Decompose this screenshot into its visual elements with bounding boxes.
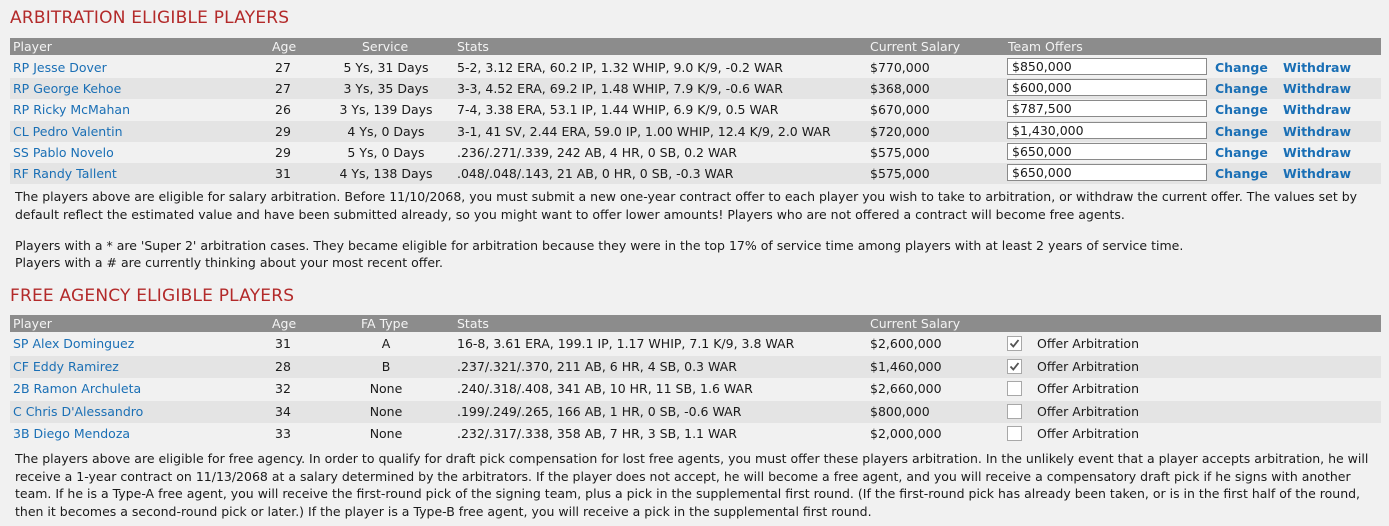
team-offer-input[interactable] — [1007, 164, 1207, 181]
player-age: 31 — [275, 336, 291, 351]
free-agency-section-title: FREE AGENCY ELIGIBLE PLAYERS — [10, 286, 295, 306]
offer-arbitration-label[interactable]: Offer Arbitration — [1037, 336, 1139, 351]
offer-arbitration-label[interactable]: Offer Arbitration — [1037, 426, 1139, 442]
offer-arbitration-checkbox[interactable] — [1007, 359, 1022, 374]
header-age: Age — [272, 39, 297, 54]
player-age: 29 — [275, 123, 291, 139]
table-row — [10, 57, 1381, 78]
player-stats: .236/.271/.339, 242 AB, 4 HR, 0 SB, 0.2 WAR — [457, 144, 737, 160]
withdraw-offer-button[interactable]: Withdraw — [1283, 81, 1352, 97]
player-stats: 7-4, 3.38 ERA, 53.1 IP, 1.44 WHIP, 6.9 K/9, 0.5 WAR — [457, 102, 779, 118]
player-age: 33 — [275, 426, 291, 442]
player-current-salary: $368,000 — [870, 81, 930, 97]
player-current-salary: $800,000 — [870, 403, 930, 419]
player-age: 28 — [275, 358, 291, 374]
withdraw-offer-button[interactable]: Withdraw — [1283, 166, 1352, 181]
table-row — [10, 78, 1381, 99]
player-current-salary: $2,000,000 — [870, 426, 942, 442]
header-stats: Stats — [457, 316, 489, 331]
player-stats: 3-3, 4.52 ERA, 69.2 IP, 1.48 WHIP, 7.9 K/9, -0.6 WAR — [457, 81, 783, 97]
table-row — [10, 356, 1381, 378]
team-offer-input[interactable] — [1007, 79, 1207, 96]
player-current-salary: $2,600,000 — [870, 336, 942, 351]
withdraw-offer-button[interactable]: Withdraw — [1283, 102, 1352, 118]
player-name-link[interactable]: CF Eddy Ramirez — [13, 358, 119, 374]
header-team-offers: Team Offers — [1008, 39, 1083, 54]
player-age: 34 — [275, 403, 291, 419]
offer-arbitration-checkbox[interactable] — [1007, 426, 1022, 441]
change-offer-button[interactable]: Change — [1215, 144, 1268, 160]
player-fa-type: None — [369, 426, 403, 442]
player-age: 27 — [275, 60, 291, 75]
withdraw-offer-button[interactable]: Withdraw — [1283, 60, 1352, 75]
checkmark-icon — [1009, 338, 1020, 349]
player-service: 4 Ys, 138 Days — [339, 166, 433, 181]
header-player: Player — [13, 39, 52, 54]
withdraw-offer-button[interactable]: Withdraw — [1283, 123, 1352, 139]
player-stats: 16-8, 3.61 ERA, 199.1 IP, 1.17 WHIP, 7.1 K/9, 3.8 WAR — [457, 336, 795, 351]
player-stats: .232/.317/.338, 358 AB, 7 HR, 3 SB, 1.1 WAR — [457, 426, 737, 442]
header-current-salary: Current Salary — [870, 316, 961, 331]
header-fa-type: FA Type — [361, 316, 409, 331]
player-stats: 5-2, 3.12 ERA, 60.2 IP, 1.32 WHIP, 9.0 K/9, -0.2 WAR — [457, 60, 783, 75]
team-offer-input[interactable] — [1007, 100, 1207, 117]
player-current-salary: $770,000 — [870, 60, 930, 75]
change-offer-button[interactable]: Change — [1215, 60, 1268, 75]
player-current-salary: $2,660,000 — [870, 381, 942, 397]
player-name-link[interactable]: RP Jesse Dover — [13, 60, 107, 75]
player-current-salary: $670,000 — [870, 102, 930, 118]
player-stats: .048/.048/.143, 21 AB, 0 HR, 0 SB, -0.3 WAR — [457, 166, 734, 181]
player-age: 26 — [275, 102, 291, 118]
offer-arbitration-label[interactable]: Offer Arbitration — [1037, 381, 1139, 397]
table-row — [10, 121, 1381, 142]
change-offer-button[interactable]: Change — [1215, 81, 1268, 97]
offer-arbitration-checkbox[interactable] — [1007, 336, 1022, 351]
table-row — [10, 99, 1381, 120]
change-offer-button[interactable]: Change — [1215, 123, 1268, 139]
player-age: 27 — [275, 81, 291, 97]
header-service: Service — [362, 39, 409, 54]
thinking-note: Players with a # are currently thinking about your most recent offer. — [15, 255, 444, 270]
super2-note: Players with a * are 'Super 2' arbitration cases. They became eligible for arbitration because they were in the top 17% of service time among players with at least 2 years of service time. — [15, 238, 1184, 253]
player-name-link[interactable]: 3B Diego Mendoza — [13, 426, 131, 442]
header-player: Player — [13, 316, 52, 331]
arbitration-note: The players above are eligible for salary arbitration. Before 11/10/2068, you must submit a new one-year contract offer to each player you wish to take to arbitration, or withdraw the current offer. The values set by default reflect the estimated value and have been submitted already, so you might want to offer lower amounts! Players who are not offered a contract will become free agents. — [15, 189, 1358, 222]
table-row — [10, 333, 1381, 355]
header-age: Age — [272, 316, 297, 331]
player-stats: .240/.318/.408, 341 AB, 10 HR, 11 SB, 1.6 WAR — [457, 381, 753, 397]
table-row — [10, 142, 1381, 163]
free-agency-table-header — [10, 315, 1381, 332]
player-name-link[interactable]: C Chris D'Alessandro — [13, 403, 144, 419]
player-current-salary: $1,460,000 — [870, 358, 942, 374]
player-current-salary: $575,000 — [870, 144, 930, 160]
player-service: 5 Ys, 0 Days — [347, 144, 425, 160]
offer-arbitration-label[interactable]: Offer Arbitration — [1037, 403, 1139, 419]
offer-arbitration-label[interactable]: Offer Arbitration — [1037, 358, 1139, 374]
header-current-salary: Current Salary — [870, 39, 961, 54]
player-service: 3 Ys, 139 Days — [339, 102, 433, 118]
player-stats: .237/.321/.370, 211 AB, 6 HR, 4 SB, 0.3 WAR — [457, 358, 737, 374]
player-stats: 3-1, 41 SV, 2.44 ERA, 59.0 IP, 1.00 WHIP, 12.4 K/9, 2.0 WAR — [457, 123, 831, 139]
player-name-link[interactable]: RP Ricky McMahan — [13, 102, 130, 118]
change-offer-button[interactable]: Change — [1215, 102, 1268, 118]
header-stats: Stats — [457, 39, 489, 54]
player-name-link[interactable]: RP George Kehoe — [13, 81, 122, 97]
player-service: 4 Ys, 0 Days — [347, 123, 425, 139]
team-offer-input[interactable] — [1007, 58, 1207, 75]
player-current-salary: $720,000 — [870, 123, 930, 139]
player-name-link[interactable]: RF Randy Tallent — [13, 166, 117, 181]
player-name-link[interactable]: SP Alex Dominguez — [13, 336, 135, 351]
player-name-link[interactable]: 2B Ramon Archuleta — [13, 381, 142, 397]
table-row — [10, 378, 1381, 400]
player-age: 29 — [275, 144, 291, 160]
player-age: 31 — [275, 166, 291, 181]
free-agency-note: The players above are eligible for free agency. In order to qualify for draft pick compensation for lost free agents, you must offer these players arbitration. In the unlikely event that a player accepts arbitration, he will receive a 1-year contract on 11/13/2068 at a salary determined by the arbitrators. If the player does not accept, he will become a free agent, and you will receive a compensatory draft pick if he signs with another team. If he is a Type-A free agent, you will receive the first-round pick of the signing team, plus a pick in the supplemental first round. (If the first-round pick has already been taken, or is in the first half of the round, then it becomes a second-round pick or later.) If the player is a Type-B free agent, you will receive a pick in the supplemental first round. — [15, 451, 1369, 519]
checkmark-icon — [1009, 361, 1020, 372]
arbitration-table-header — [10, 38, 1381, 55]
player-fa-type: None — [369, 381, 403, 397]
player-current-salary: $575,000 — [870, 166, 930, 181]
table-row — [10, 163, 1381, 184]
arbitration-section-title: ARBITRATION ELIGIBLE PLAYERS — [10, 8, 290, 28]
team-offer-input[interactable] — [1007, 143, 1207, 160]
player-fa-type: None — [369, 403, 403, 419]
player-service: 3 Ys, 35 Days — [343, 81, 429, 97]
player-age: 32 — [275, 381, 291, 397]
change-offer-button[interactable]: Change — [1215, 166, 1268, 181]
player-name-link[interactable]: CL Pedro Valentin — [13, 123, 123, 139]
player-fa-type: B — [381, 358, 391, 374]
withdraw-offer-button[interactable]: Withdraw — [1283, 144, 1352, 160]
offer-arbitration-checkbox[interactable] — [1007, 404, 1022, 419]
player-name-link[interactable]: SS Pablo Novelo — [13, 144, 114, 160]
offer-arbitration-checkbox[interactable] — [1007, 381, 1022, 396]
team-offer-input[interactable] — [1007, 122, 1207, 139]
player-fa-type: A — [381, 336, 391, 351]
player-stats: .199/.249/.265, 166 AB, 1 HR, 0 SB, -0.6 WAR — [457, 403, 742, 419]
player-service: 5 Ys, 31 Days — [343, 60, 429, 75]
table-row — [10, 401, 1381, 423]
table-row — [10, 423, 1381, 445]
